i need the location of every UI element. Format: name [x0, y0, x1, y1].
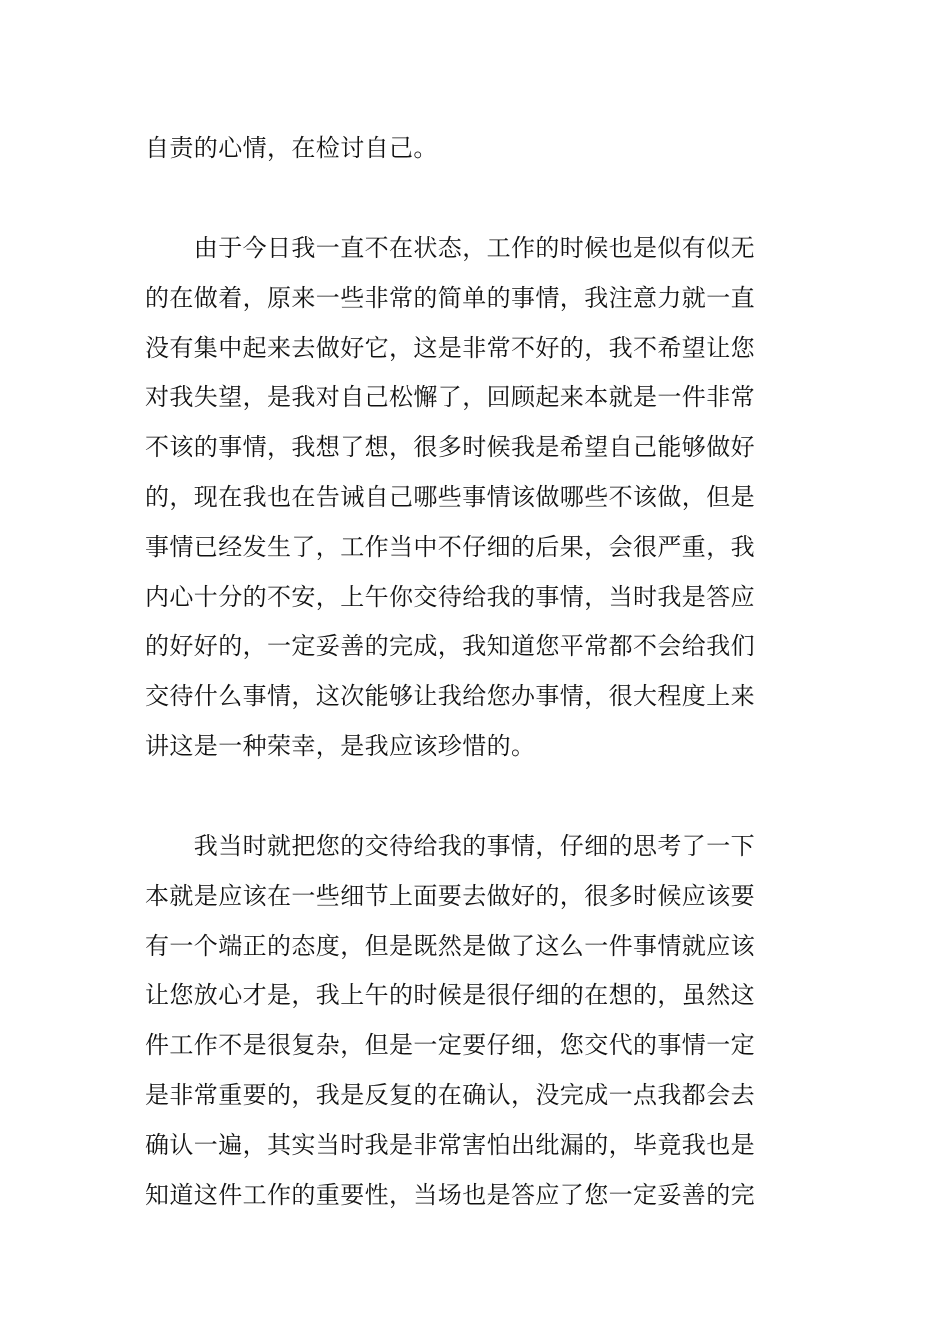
text-line: 件工作不是很复杂，但是一定要仔细，您交代的事情一定 [145, 1031, 755, 1060]
text-line: 由于今日我一直不在状态，工作的时候也是似有似无 [145, 234, 755, 262]
text-line: 自责的心情，在检讨自己。 [145, 134, 438, 162]
text-line: 的在做着，原来一些非常的简单的事情，我注意力就一直 [145, 283, 755, 312]
text-line: 事情已经发生了，工作当中不仔细的后果，会很严重，我 [145, 532, 755, 561]
text-line: 确认一遍，其实当时我是非常害怕出纰漏的，毕竟我也是 [145, 1130, 755, 1159]
text-line: 没有集中起来去做好它，这是非常不好的，我不希望让您 [145, 333, 755, 362]
text-line: 我当时就把您的交待给我的事情，仔细的思考了一下 [145, 832, 755, 860]
text-line: 不该的事情，我想了想，很多时候我是希望自己能够做好 [145, 433, 755, 462]
text-line: 本就是应该在一些细节上面要去做好的，很多时候应该要 [145, 881, 755, 910]
text-line: 的好好的，一定妥善的完成，我知道您平常都不会给我们 [145, 632, 755, 661]
text-line: 让您放心才是，我上午的时候是很仔细的在想的，虽然这 [145, 981, 755, 1010]
text-line: 有一个端正的态度，但是既然是做了这么一件事情就应该 [145, 931, 755, 960]
paragraph-2 [145, 224, 810, 772]
paragraph-1 [145, 124, 810, 174]
paragraph-3 [145, 822, 810, 1220]
text-line: 是非常重要的，我是反复的在确认，没完成一点我都会去 [145, 1080, 755, 1109]
text-line: 的，现在我也在告诫自己哪些事情该做哪些不该做，但是 [145, 482, 755, 511]
text-line: 内心十分的不安，上午你交待给我的事情，当时我是答应 [145, 582, 755, 611]
text-line: 讲这是一种荣幸，是我应该珍惜的。 [145, 731, 536, 760]
text-line: 知道这件工作的重要性，当场也是答应了您一定妥善的完 [145, 1180, 755, 1209]
text-line: 对我失望，是我对自己松懈了，回顾起来本就是一件非常 [145, 383, 755, 412]
text-line: 交待什么事情，这次能够让我给您办事情，很大程度上来 [145, 682, 755, 711]
